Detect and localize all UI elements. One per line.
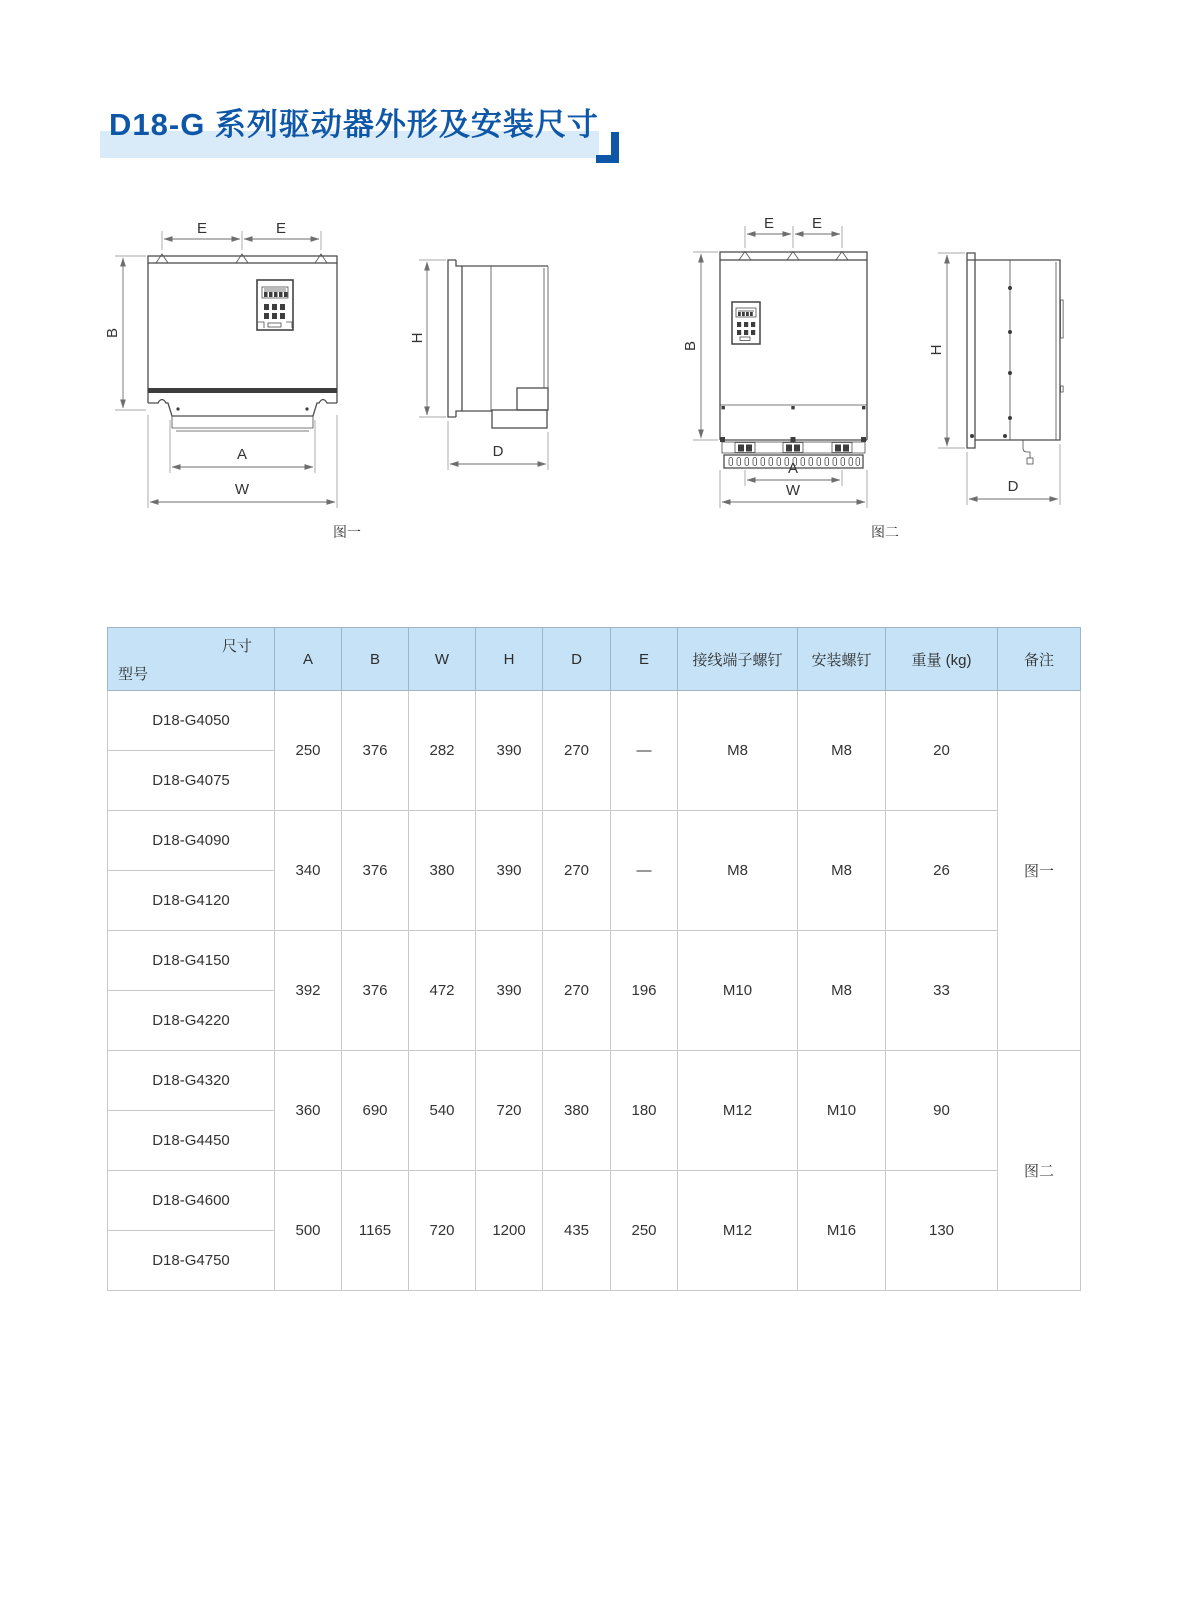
col-header-b: B [342, 628, 409, 691]
value-terminal-screw: M10 [678, 931, 798, 1051]
value-mount-screw: M16 [798, 1171, 886, 1291]
value-d: 380 [543, 1051, 611, 1171]
fig2-dim-a: A [787, 460, 799, 477]
dimension-drawings [0, 0, 1178, 575]
value-a: 360 [275, 1051, 342, 1171]
col-header-remark: 备注 [998, 628, 1081, 691]
value-h: 1200 [476, 1171, 543, 1291]
value-h: 390 [476, 691, 543, 811]
table-row [108, 1171, 1081, 1231]
value-mount-screw: M8 [798, 691, 886, 811]
model-cell: D18-G4220 [108, 991, 275, 1051]
value-w: 472 [409, 931, 476, 1051]
model-cell: D18-G4450 [108, 1111, 275, 1171]
col-header-d: D [543, 628, 611, 691]
value-terminal-screw: M8 [678, 691, 798, 811]
col-header-terminal-screw: 接线端子螺钉 [678, 628, 798, 691]
value-weight: 20 [886, 691, 998, 811]
value-w: 380 [409, 811, 476, 931]
fig1-dim-d: D [492, 443, 504, 460]
value-d: 270 [543, 691, 611, 811]
value-b: 1165 [342, 1171, 409, 1291]
model-cell: D18-G4150 [108, 931, 275, 991]
fig2-dim-w: W [785, 482, 801, 499]
corner-label-dimension: 尺寸 [221, 638, 252, 655]
col-header-w: W [409, 628, 476, 691]
corner-header-cell [108, 628, 275, 691]
remark-cell: 图一 [998, 691, 1081, 1051]
fig2-dim-e2: E [811, 215, 823, 232]
fig1-front-view [104, 220, 337, 508]
value-b: 376 [342, 931, 409, 1051]
value-e: — [611, 691, 678, 811]
fig1-dim-e1: E [196, 220, 208, 237]
table-row [108, 811, 1081, 871]
page-title: D18-G 系列驱动器外形及安装尺寸 [109, 107, 599, 142]
fig2-front-view [682, 215, 867, 508]
value-b: 376 [342, 691, 409, 811]
col-header-h: H [476, 628, 543, 691]
value-mount-screw: M8 [798, 931, 886, 1051]
fig2-caption: 图二 [871, 524, 899, 540]
value-b: 376 [342, 811, 409, 931]
fig2-dim-e1: E [763, 215, 775, 232]
value-terminal-screw: M8 [678, 811, 798, 931]
value-d: 270 [543, 811, 611, 931]
table-row [108, 931, 1081, 991]
value-terminal-screw: M12 [678, 1171, 798, 1291]
value-e: 180 [611, 1051, 678, 1171]
value-e: 250 [611, 1171, 678, 1291]
col-header-mount-screw: 安装螺钉 [798, 628, 886, 691]
value-a: 340 [275, 811, 342, 931]
value-weight: 130 [886, 1171, 998, 1291]
table-row [108, 1051, 1081, 1111]
model-cell: D18-G4120 [108, 871, 275, 931]
fig2-dim-d: D [1007, 478, 1019, 495]
fig1-dim-b: B [104, 327, 121, 339]
model-cell: D18-G4750 [108, 1231, 275, 1291]
fig2-dim-b: B [682, 340, 699, 352]
corner-label-model: 型号 [118, 666, 149, 683]
value-weight: 33 [886, 931, 998, 1051]
value-a: 392 [275, 931, 342, 1051]
value-h: 390 [476, 931, 543, 1051]
value-h: 390 [476, 811, 543, 931]
fig2-keypad [732, 302, 760, 344]
remark-cell: 图二 [998, 1051, 1081, 1291]
model-cell: D18-G4320 [108, 1051, 275, 1111]
fig1-dim-e2: E [275, 220, 287, 237]
col-header-weight: 重量 (kg) [886, 628, 998, 691]
model-cell: D18-G4600 [108, 1171, 275, 1231]
value-d: 435 [543, 1171, 611, 1291]
fig2-side-view [928, 253, 1063, 505]
value-h: 720 [476, 1051, 543, 1171]
value-w: 720 [409, 1171, 476, 1291]
value-b: 690 [342, 1051, 409, 1171]
spec-table [107, 627, 1081, 1291]
value-weight: 90 [886, 1051, 998, 1171]
fig1-dim-h: H [409, 332, 426, 344]
model-cell: D18-G4090 [108, 811, 275, 871]
value-mount-screw: M8 [798, 811, 886, 931]
fig1-caption: 图一 [333, 524, 361, 540]
fig1-dim-w: W [234, 481, 250, 498]
table-row [108, 691, 1081, 751]
value-a: 250 [275, 691, 342, 811]
fig1-side-view [409, 260, 548, 470]
value-a: 500 [275, 1171, 342, 1291]
value-w: 540 [409, 1051, 476, 1171]
value-weight: 26 [886, 811, 998, 931]
fig1-keypad [257, 280, 293, 330]
model-cell: D18-G4075 [108, 751, 275, 811]
value-terminal-screw: M12 [678, 1051, 798, 1171]
fig1-dim-a: A [236, 446, 248, 463]
header-row [108, 628, 1081, 691]
value-d: 270 [543, 931, 611, 1051]
value-w: 282 [409, 691, 476, 811]
model-cell: D18-G4050 [108, 691, 275, 751]
col-header-e: E [611, 628, 678, 691]
value-e: — [611, 811, 678, 931]
col-header-a: A [275, 628, 342, 691]
fig2-dim-h: H [928, 344, 945, 356]
value-mount-screw: M10 [798, 1051, 886, 1171]
value-e: 196 [611, 931, 678, 1051]
